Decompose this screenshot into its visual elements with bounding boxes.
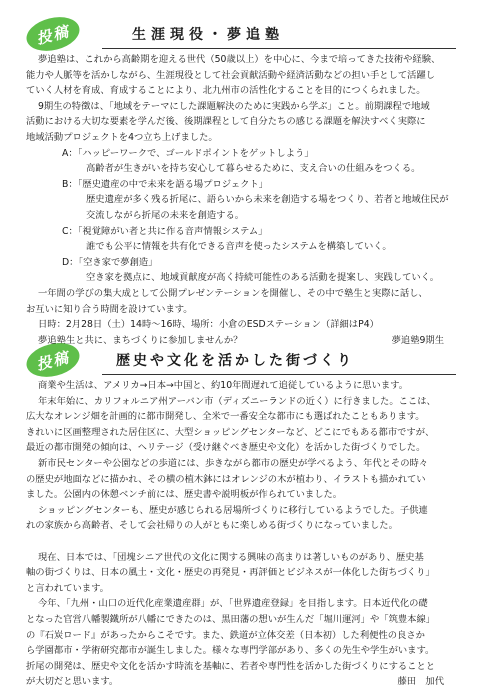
paragraph-line: 商業や生活は、アメリカ→日本→中国と、約10年間遅れて追従しているように思います。 — [38, 380, 408, 391]
paragraph-line: の歴史が地面などに描かれ、その横の植木鉢にはオレンジの木が植わり、イラストも描かれてい — [26, 473, 426, 485]
paragraph-line: 9期生の特徴は、「地域をテーマにした課題解決のために実践から学ぶ」こと。前期課程で地域 — [38, 100, 430, 112]
project-label: B：「歴史遺産の中で未来を語る場プロジェクト」 — [62, 178, 269, 190]
article-header — [26, 346, 456, 376]
project-description: 歴史遺産が多く残る折尾に、語らいから未来を創造する場をつくり、若者と地域住民が — [86, 194, 449, 206]
project-description: 誰でも公平に情報を共有化できる音声を使ったシステムを構築していく。 — [86, 241, 392, 253]
paragraph-line: 一年間の学びの集大成として公開プレゼンテーションを開催し、その中で塾生と実際に話し、 — [38, 287, 428, 299]
paragraph-line: ました。公園内の休憩ベンチ前には、歴史書や説明板が作られていました。 — [26, 489, 343, 501]
paragraph-line: ら学園都市・学術研究都市が誕生しました。様々な専門学部があり、多くの先生や学生がいます。 — [26, 645, 435, 657]
paragraph-line: 広大なオレンジ畑を計画的に都市開発し、全米で一番安全な都市にも選ばれたこともあります。 — [26, 411, 425, 423]
invite-text: 夢追塾生と共に、まちづくりに参加しませんか？ — [38, 334, 243, 346]
paragraph-line: お互いに知り合う時間を設けています。 — [26, 303, 193, 315]
project-label: C：「視覚障がい者と共に作る音声情報システム」 — [62, 225, 268, 237]
project-label: A：「ハッピーワークで、ゴールドポイントをゲットしよう」 — [62, 147, 314, 159]
contribution-badge — [23, 12, 83, 56]
article-body — [26, 52, 456, 348]
project-description: 交流しながら折尾の未来を創造する。 — [86, 209, 245, 221]
paragraph-line: 最近の都市開発の傾向は、ヘリテージ（受け継ぐべき歴史や文化）を活かした街づくりでした。 — [26, 442, 426, 454]
paragraph-line: きれいに区画整理された居住区に、大型ショッピングセンターなど、どこにでもある都市ですが、 — [26, 426, 435, 438]
paragraph-line: となった官営八幡製鐵所が八幡にできたのは、黒田藩の想いが生んだ「堀川運河」や「筑豊本線」 — [26, 613, 436, 625]
event-info: 日時：2月28日（土）14時〜16時、場所：小倉のESDステーション（詳細はP4） — [38, 319, 379, 331]
paragraph-line: ショッピングセンターも、歴史が感じられる居場所づくりに移行しているようでした。子供連 — [38, 504, 428, 516]
paragraph-line: ていく人材を育成、育成することにより、北九州市の活性化することを目的につくられました。 — [26, 85, 426, 97]
project-label: D：「空き家で夢創造」 — [62, 256, 158, 268]
article-yumeoi-juku — [26, 20, 456, 348]
article-body — [26, 378, 456, 690]
paragraph-line: 年末年始に、カリフォルニア州アーバン市（ディズニーランドの近く）に行きました。ここは、 — [38, 395, 436, 407]
article-title: 歴史や文化を活かした街づくり — [102, 352, 456, 375]
paragraph-line: 活動における大切な要素を学んだ後、後期課程として自分たちの感じる課題を解決すべく実際に — [26, 116, 426, 128]
paragraph-line: の『石炭ロード』があったからこそです。また、鉄道が立体交差（日本初）した利便性の良さか — [26, 629, 425, 641]
badge-label: 投稿 — [34, 347, 72, 374]
paragraph-line: が大切だと思います。 — [26, 676, 119, 688]
project-description: 空き家を拠点に、地域貢献度が高く持続可能性のある活動を提案し、実践していく。 — [86, 272, 440, 284]
paragraph-line: れの家族から高齢者、そして会社帰りの人がともに楽しめる街づくりになっていました。 — [26, 520, 398, 532]
paragraph-line: 折尾の開発は、歴史や文化を活かす時流を基軸に、若者や専門性を活かした街づくりにすることと — [26, 660, 436, 672]
paragraph-gap — [26, 534, 456, 550]
paragraph-line: 能力や人脈等を活かしながら、生涯現役として社会貢献活動や経済活動などの担い手として活躍し — [26, 69, 436, 81]
signature: 夢追塾9期生 — [391, 334, 444, 346]
paragraph-line: 夢追塾は、これから高齢期を迎える世代（50歳以上）を中心に、今まで培ってきた技術や経験、 — [38, 54, 441, 65]
article-history-culture — [26, 346, 456, 690]
paragraph-line: 軸の街づくりは、日本の風土・文化・歴史の再発見・再評価とビジネスが一体化した街ちづくり」 — [26, 567, 435, 579]
paragraph-line: 今年、「九州・山口の近代化産業遺産群」が、「世界遺産登録」を目指します。日本近代化の礎 — [38, 598, 428, 610]
article-header — [26, 20, 456, 50]
paragraph-line: 地域活動プロジェクトを4つ立ち上げました。 — [26, 131, 218, 143]
badge-label: 投稿 — [34, 21, 72, 48]
project-description: 高齢者が生きがいを持ち安心して暮らせるために、支え合いの仕組みをつくる。 — [86, 163, 421, 175]
paragraph-line: 新市民センターや公園などの歩道には、歩きながら都市の歴史が学べるよう、年代とその時々 — [38, 457, 429, 469]
closing-row — [26, 674, 456, 690]
article-title: 生涯現役・夢追塾 — [102, 26, 456, 49]
paragraph-line: 現在、日本では、「団塊シニア世代の文化に関する興味の高まりは著しいものがあり、歴史基 — [38, 551, 424, 563]
signature: 藤田 加代 — [397, 676, 444, 688]
paragraph-line: と言われています。 — [26, 582, 109, 594]
